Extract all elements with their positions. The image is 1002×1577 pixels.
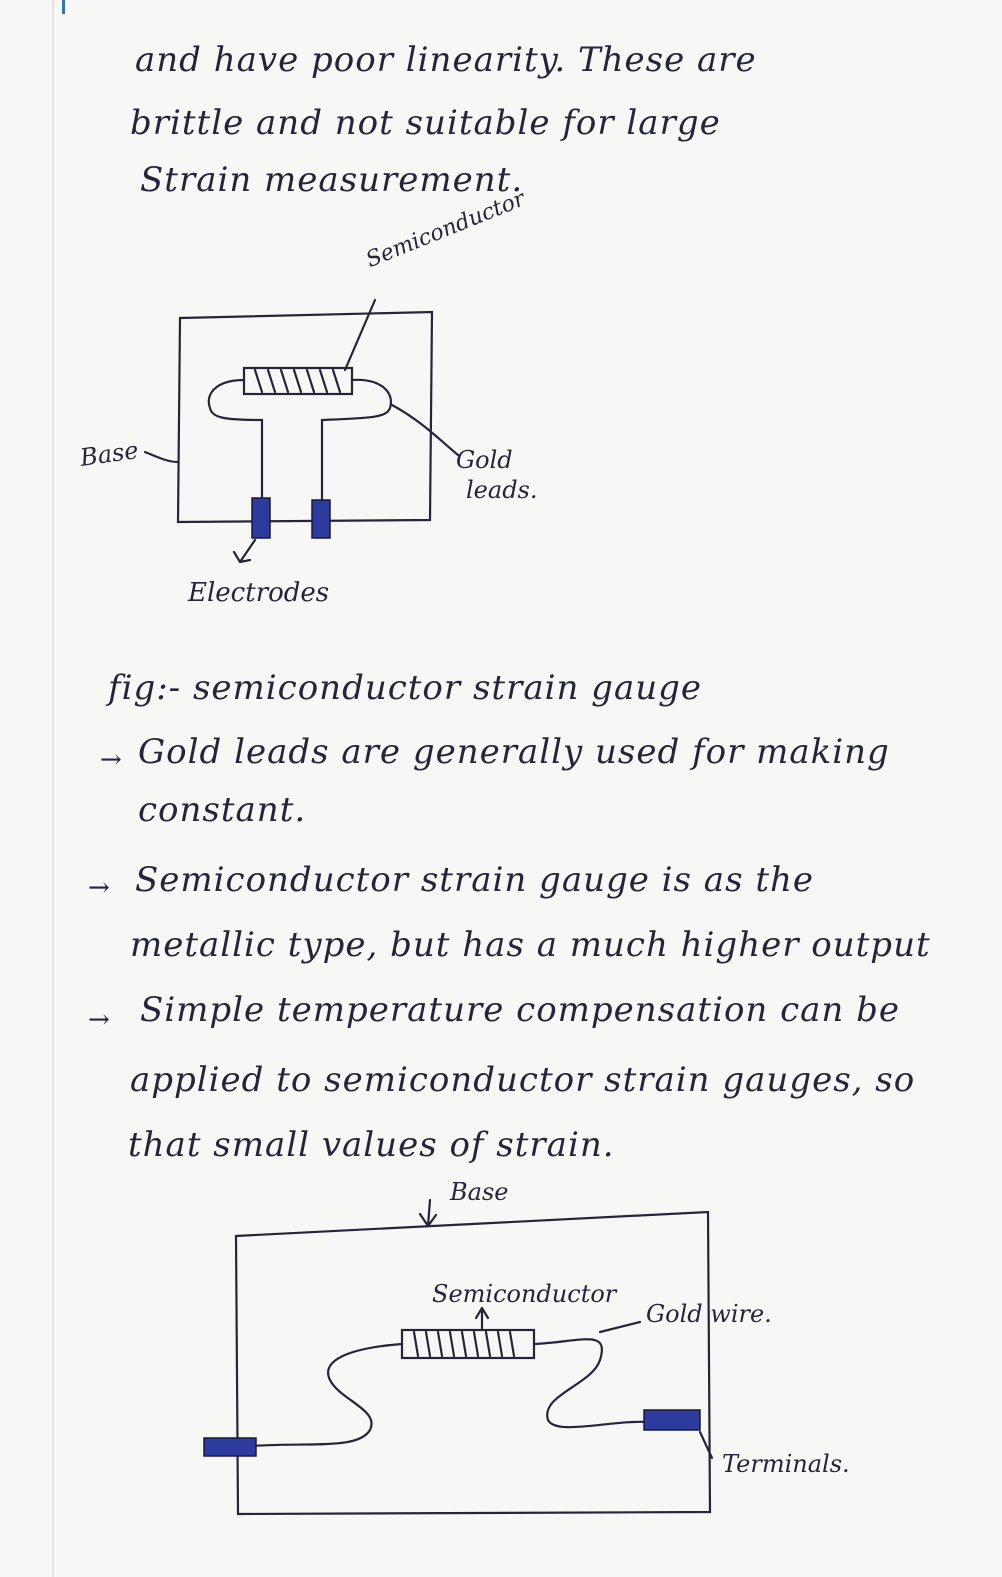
figure-caption: fig:- semiconductor strain gauge bbox=[108, 668, 702, 708]
gold-wire-label: Gold wire. bbox=[646, 1300, 772, 1328]
text-line: Simple temperature compensation can be bbox=[140, 990, 901, 1030]
bullet-arrow: → bbox=[88, 873, 111, 903]
text-line: and have poor linearity. These are bbox=[135, 40, 757, 80]
semiconductor-label-2: Semiconductor bbox=[432, 1280, 617, 1308]
text-line: that small values of strain. bbox=[128, 1125, 615, 1165]
base-label: Base bbox=[78, 436, 141, 472]
gold-leads-label: Gold bbox=[456, 446, 513, 474]
bullet-arrow: → bbox=[100, 745, 123, 775]
text-line: constant. bbox=[138, 790, 307, 830]
text-line: Semiconductor strain gauge is as the bbox=[135, 860, 815, 900]
text-line: brittle and not suitable for large bbox=[130, 103, 721, 143]
terminal-left bbox=[204, 1438, 256, 1456]
text-line: applied to semiconductor strain gauges, so bbox=[130, 1060, 916, 1100]
semiconductor-label: Semiconductor bbox=[362, 186, 529, 273]
gold-leads-label-2: leads. bbox=[466, 476, 538, 504]
text-line: Strain measurement. bbox=[140, 160, 524, 200]
text-line: Gold leads are generally used for making bbox=[138, 732, 890, 772]
bullet-arrow: → bbox=[88, 1005, 111, 1035]
electrodes-label: Electrodes bbox=[188, 578, 330, 608]
base-label-2: Base bbox=[450, 1178, 509, 1206]
text-line: metallic type, but has a much higher output bbox=[130, 925, 931, 965]
terminal-right bbox=[644, 1410, 700, 1430]
terminals-label: Terminals. bbox=[722, 1450, 850, 1478]
